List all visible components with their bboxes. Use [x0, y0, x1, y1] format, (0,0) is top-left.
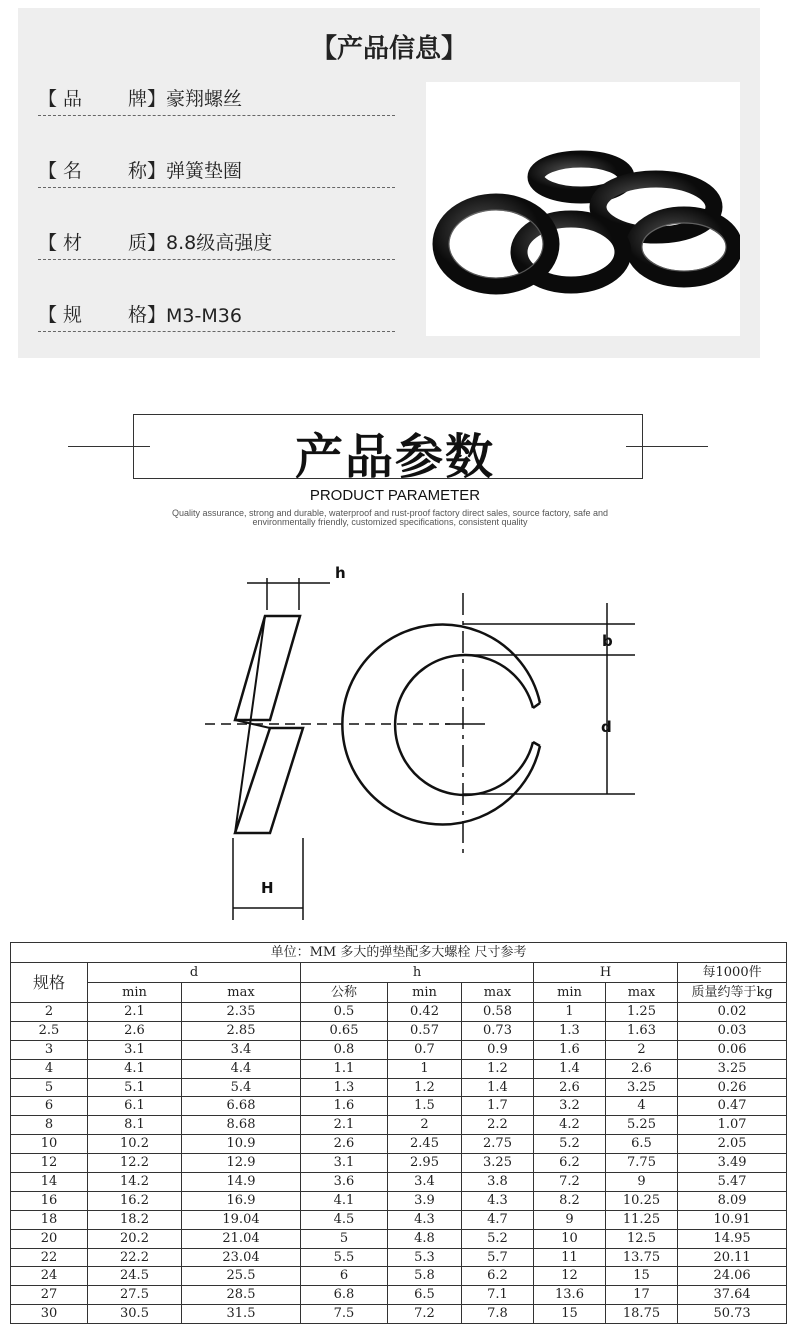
table-cell: 19.04: [182, 1210, 301, 1229]
table-cell: 10.91: [678, 1210, 787, 1229]
header-mass-b: 质量约等于kg: [678, 983, 787, 1003]
table-cell: 10: [534, 1229, 606, 1248]
table-cell: 0.02: [678, 1003, 787, 1022]
subheader: max: [462, 983, 534, 1003]
table-cell: 12.9: [182, 1154, 301, 1173]
table-cell: 10: [11, 1135, 88, 1154]
table-cell: 16.2: [88, 1191, 182, 1210]
table-cell: 1.4: [462, 1078, 534, 1097]
info-row: [38, 230, 395, 260]
table-cell: 5: [301, 1229, 388, 1248]
table-cell: 0.5: [301, 1003, 388, 1022]
label-d: d: [601, 718, 612, 736]
table-row: [11, 1003, 787, 1022]
product-info-panel: [18, 8, 760, 358]
info-row: [38, 86, 395, 116]
table-cell: 9: [534, 1210, 606, 1229]
table-cell: 4: [11, 1059, 88, 1078]
table-cell: 1.1: [301, 1059, 388, 1078]
table-cell: 5.1: [88, 1078, 182, 1097]
table-cell: 20.2: [88, 1229, 182, 1248]
table-cell: 1.4: [534, 1059, 606, 1078]
table-cell: 1: [534, 1003, 606, 1022]
table-cell: 1.2: [388, 1078, 462, 1097]
table-cell: 3.1: [301, 1154, 388, 1173]
table-cell: 31.5: [182, 1305, 301, 1324]
table-cell: 4.8: [388, 1229, 462, 1248]
table-cell: 3.4: [388, 1173, 462, 1192]
table-cell: 4.1: [301, 1191, 388, 1210]
table-cell: 3.25: [462, 1154, 534, 1173]
table-cell: 7.1: [462, 1286, 534, 1305]
table-row: [11, 1191, 787, 1210]
table-cell: 5.5: [301, 1248, 388, 1267]
table-cell: 6.5: [606, 1135, 678, 1154]
table-cell: 3.49: [678, 1154, 787, 1173]
table-cell: 8.68: [182, 1116, 301, 1135]
table-row: [11, 1135, 787, 1154]
table-cell: 1.3: [301, 1078, 388, 1097]
washer-dimension-diagram: [195, 548, 645, 928]
spec-table: [10, 942, 787, 1324]
table-cell: 22: [11, 1248, 88, 1267]
info-title: 【产品信息】: [310, 34, 467, 64]
table-cell: 12.5: [606, 1229, 678, 1248]
table-cell: 6: [11, 1097, 88, 1116]
table-cell: 1.63: [606, 1021, 678, 1040]
subheader: max: [606, 983, 678, 1003]
header-mass-a: 每1000件: [678, 963, 787, 983]
table-cell: 0.47: [678, 1097, 787, 1116]
table-cell: 30: [11, 1305, 88, 1324]
row-value: 豪翔螺丝: [166, 88, 243, 110]
row-label-b: 格】: [127, 304, 166, 326]
table-cell: 8: [11, 1116, 88, 1135]
table-cell: 2.85: [182, 1021, 301, 1040]
table-cell: 16.9: [182, 1191, 301, 1210]
table-cell: 27.5: [88, 1286, 182, 1305]
table-row: [11, 1305, 787, 1324]
row-label-a: 【 材: [38, 232, 83, 254]
table-cell: 17: [606, 1286, 678, 1305]
row-value: M3-M36: [166, 305, 242, 327]
table-cell: 7.2: [534, 1173, 606, 1192]
table-cell: 2.1: [88, 1003, 182, 1022]
table-cell: 0.26: [678, 1078, 787, 1097]
table-cell: 23.04: [182, 1248, 301, 1267]
table-cell: 4.4: [182, 1059, 301, 1078]
table-cell: 2.2: [462, 1116, 534, 1135]
table-cell: 2: [11, 1003, 88, 1022]
table-cell: 3.1: [88, 1040, 182, 1059]
row-value: 弹簧垫圈: [166, 160, 243, 182]
table-row: [11, 1267, 787, 1286]
table-cell: 5.47: [678, 1173, 787, 1192]
row-label-b: 牌】: [127, 88, 166, 110]
row-label-a: 【 名: [38, 160, 83, 182]
table-cell: 6.8: [301, 1286, 388, 1305]
table-row: [11, 1154, 787, 1173]
table-cell: 1.3: [534, 1021, 606, 1040]
table-cell: 6: [301, 1267, 388, 1286]
table-row: [11, 1116, 787, 1135]
table-cell: 10.25: [606, 1191, 678, 1210]
table-cell: 10.9: [182, 1135, 301, 1154]
table-cell: 4.3: [388, 1210, 462, 1229]
table-row: [11, 1078, 787, 1097]
table-cell: 1.6: [301, 1097, 388, 1116]
table-cell: 3.25: [678, 1059, 787, 1078]
table-cell: 2.6: [301, 1135, 388, 1154]
table-cell: 3: [11, 1040, 88, 1059]
table-cell: 7.5: [301, 1305, 388, 1324]
table-cell: 1.25: [606, 1003, 678, 1022]
table-cell: 7.75: [606, 1154, 678, 1173]
table-caption: 单位：MM 多大的弹垫配多大螺栓 尺寸参考: [11, 943, 787, 963]
table-cell: 2.6: [534, 1078, 606, 1097]
table-cell: 1.6: [534, 1040, 606, 1059]
table-cell: 2.35: [182, 1003, 301, 1022]
header-h: h: [301, 963, 534, 983]
table-cell: 50.73: [678, 1305, 787, 1324]
table-row: [11, 1021, 787, 1040]
table-cell: 1.2: [462, 1059, 534, 1078]
table-cell: 0.8: [301, 1040, 388, 1059]
table-cell: 5.8: [388, 1267, 462, 1286]
table-cell: 0.03: [678, 1021, 787, 1040]
table-cell: 2.05: [678, 1135, 787, 1154]
subheader: max: [182, 983, 301, 1003]
table-cell: 37.64: [678, 1286, 787, 1305]
table-cell: 7.2: [388, 1305, 462, 1324]
table-cell: 0.06: [678, 1040, 787, 1059]
table-row: [11, 1248, 787, 1267]
subheader: 公称: [301, 983, 388, 1003]
table-cell: 3.25: [606, 1078, 678, 1097]
table-cell: 4.1: [88, 1059, 182, 1078]
label-b: b: [602, 632, 613, 650]
table-cell: 1: [388, 1059, 462, 1078]
table-cell: 24: [11, 1267, 88, 1286]
table-cell: 6.5: [388, 1286, 462, 1305]
table-cell: 11: [534, 1248, 606, 1267]
table-cell: 6.68: [182, 1097, 301, 1116]
table-cell: 3.8: [462, 1173, 534, 1192]
table-cell: 5.7: [462, 1248, 534, 1267]
table-cell: 14.2: [88, 1173, 182, 1192]
header-spec: 规格: [11, 963, 88, 1003]
subheader: min: [388, 983, 462, 1003]
table-cell: 28.5: [182, 1286, 301, 1305]
table-cell: 25.5: [182, 1267, 301, 1286]
row-value: 8.8级高强度: [166, 232, 273, 254]
table-cell: 5: [11, 1078, 88, 1097]
table-cell: 14: [11, 1173, 88, 1192]
table-cell: 20: [11, 1229, 88, 1248]
table-cell: 4: [606, 1097, 678, 1116]
table-cell: 3.9: [388, 1191, 462, 1210]
header-H: H: [534, 963, 678, 983]
subheader: min: [534, 983, 606, 1003]
table-cell: 2.1: [301, 1116, 388, 1135]
table-cell: 2.5: [11, 1021, 88, 1040]
table-cell: 5.2: [534, 1135, 606, 1154]
info-row: [38, 158, 395, 188]
table-cell: 4.5: [301, 1210, 388, 1229]
table-cell: 7.8: [462, 1305, 534, 1324]
section-description: Quality assurance, strong and durable, waterproof and rust-proof factory direct sales, source factory, safe and environmentally friendly, customized specifications, consistent quality: [171, 508, 609, 527]
table-cell: 0.65: [301, 1021, 388, 1040]
table-cell: 1.07: [678, 1116, 787, 1135]
table-cell: 13.75: [606, 1248, 678, 1267]
table-cell: 12.2: [88, 1154, 182, 1173]
table-cell: 5.3: [388, 1248, 462, 1267]
row-label-b: 质】: [127, 232, 166, 254]
table-cell: 8.1: [88, 1116, 182, 1135]
table-cell: 11.25: [606, 1210, 678, 1229]
table-cell: 12: [11, 1154, 88, 1173]
subheader: min: [88, 983, 182, 1003]
table-cell: 0.58: [462, 1003, 534, 1022]
header-d: d: [88, 963, 301, 983]
table-cell: 20.11: [678, 1248, 787, 1267]
table-row: [11, 1210, 787, 1229]
table-cell: 21.04: [182, 1229, 301, 1248]
label-H: H: [261, 879, 274, 897]
section-title: 产品参数: [294, 429, 495, 485]
section-subtitle: PRODUCT PARAMETER: [309, 487, 481, 504]
table-cell: 6.2: [462, 1267, 534, 1286]
table-cell: 4.7: [462, 1210, 534, 1229]
table-cell: 24.06: [678, 1267, 787, 1286]
table-cell: 12: [534, 1267, 606, 1286]
table-cell: 14.9: [182, 1173, 301, 1192]
table-cell: 13.6: [534, 1286, 606, 1305]
table-cell: 0.9: [462, 1040, 534, 1059]
table-cell: 1.5: [388, 1097, 462, 1116]
table-cell: 2.6: [606, 1059, 678, 1078]
table-cell: 10.2: [88, 1135, 182, 1154]
table-cell: 2.95: [388, 1154, 462, 1173]
table-cell: 0.73: [462, 1021, 534, 1040]
table-cell: 16: [11, 1191, 88, 1210]
table-cell: 18.75: [606, 1305, 678, 1324]
table-cell: 4.2: [534, 1116, 606, 1135]
table-cell: 1.7: [462, 1097, 534, 1116]
table-cell: 30.5: [88, 1305, 182, 1324]
table-cell: 2: [388, 1116, 462, 1135]
table-cell: 3.6: [301, 1173, 388, 1192]
table-cell: 0.7: [388, 1040, 462, 1059]
table-cell: 2: [606, 1040, 678, 1059]
info-row: [38, 302, 395, 332]
table-cell: 15: [534, 1305, 606, 1324]
table-cell: 27: [11, 1286, 88, 1305]
row-label-b: 称】: [127, 160, 166, 182]
table-cell: 3.4: [182, 1040, 301, 1059]
table-cell: 14.95: [678, 1229, 787, 1248]
table-cell: 15: [606, 1267, 678, 1286]
table-row: [11, 1173, 787, 1192]
table-cell: 3.2: [534, 1097, 606, 1116]
table-cell: 2.75: [462, 1135, 534, 1154]
table-cell: 0.42: [388, 1003, 462, 1022]
table-row: [11, 1097, 787, 1116]
table-cell: 5.25: [606, 1116, 678, 1135]
table-cell: 4.3: [462, 1191, 534, 1210]
table-row: [11, 1229, 787, 1248]
table-cell: 18: [11, 1210, 88, 1229]
table-cell: 5.4: [182, 1078, 301, 1097]
table-cell: 0.57: [388, 1021, 462, 1040]
product-photo: [426, 82, 740, 336]
table-cell: 18.2: [88, 1210, 182, 1229]
table-cell: 24.5: [88, 1267, 182, 1286]
table-cell: 6.2: [534, 1154, 606, 1173]
table-row: [11, 1286, 787, 1305]
table-cell: 9: [606, 1173, 678, 1192]
table-cell: 5.2: [462, 1229, 534, 1248]
table-cell: 6.1: [88, 1097, 182, 1116]
table-row: [11, 1059, 787, 1078]
table-cell: 22.2: [88, 1248, 182, 1267]
table-cell: 2.45: [388, 1135, 462, 1154]
label-h: h: [335, 564, 346, 582]
table-cell: 8.2: [534, 1191, 606, 1210]
row-label-a: 【 品: [38, 88, 83, 110]
table-cell: 2.6: [88, 1021, 182, 1040]
table-cell: 8.09: [678, 1191, 787, 1210]
table-row: [11, 1040, 787, 1059]
row-label-a: 【 规: [38, 304, 83, 326]
